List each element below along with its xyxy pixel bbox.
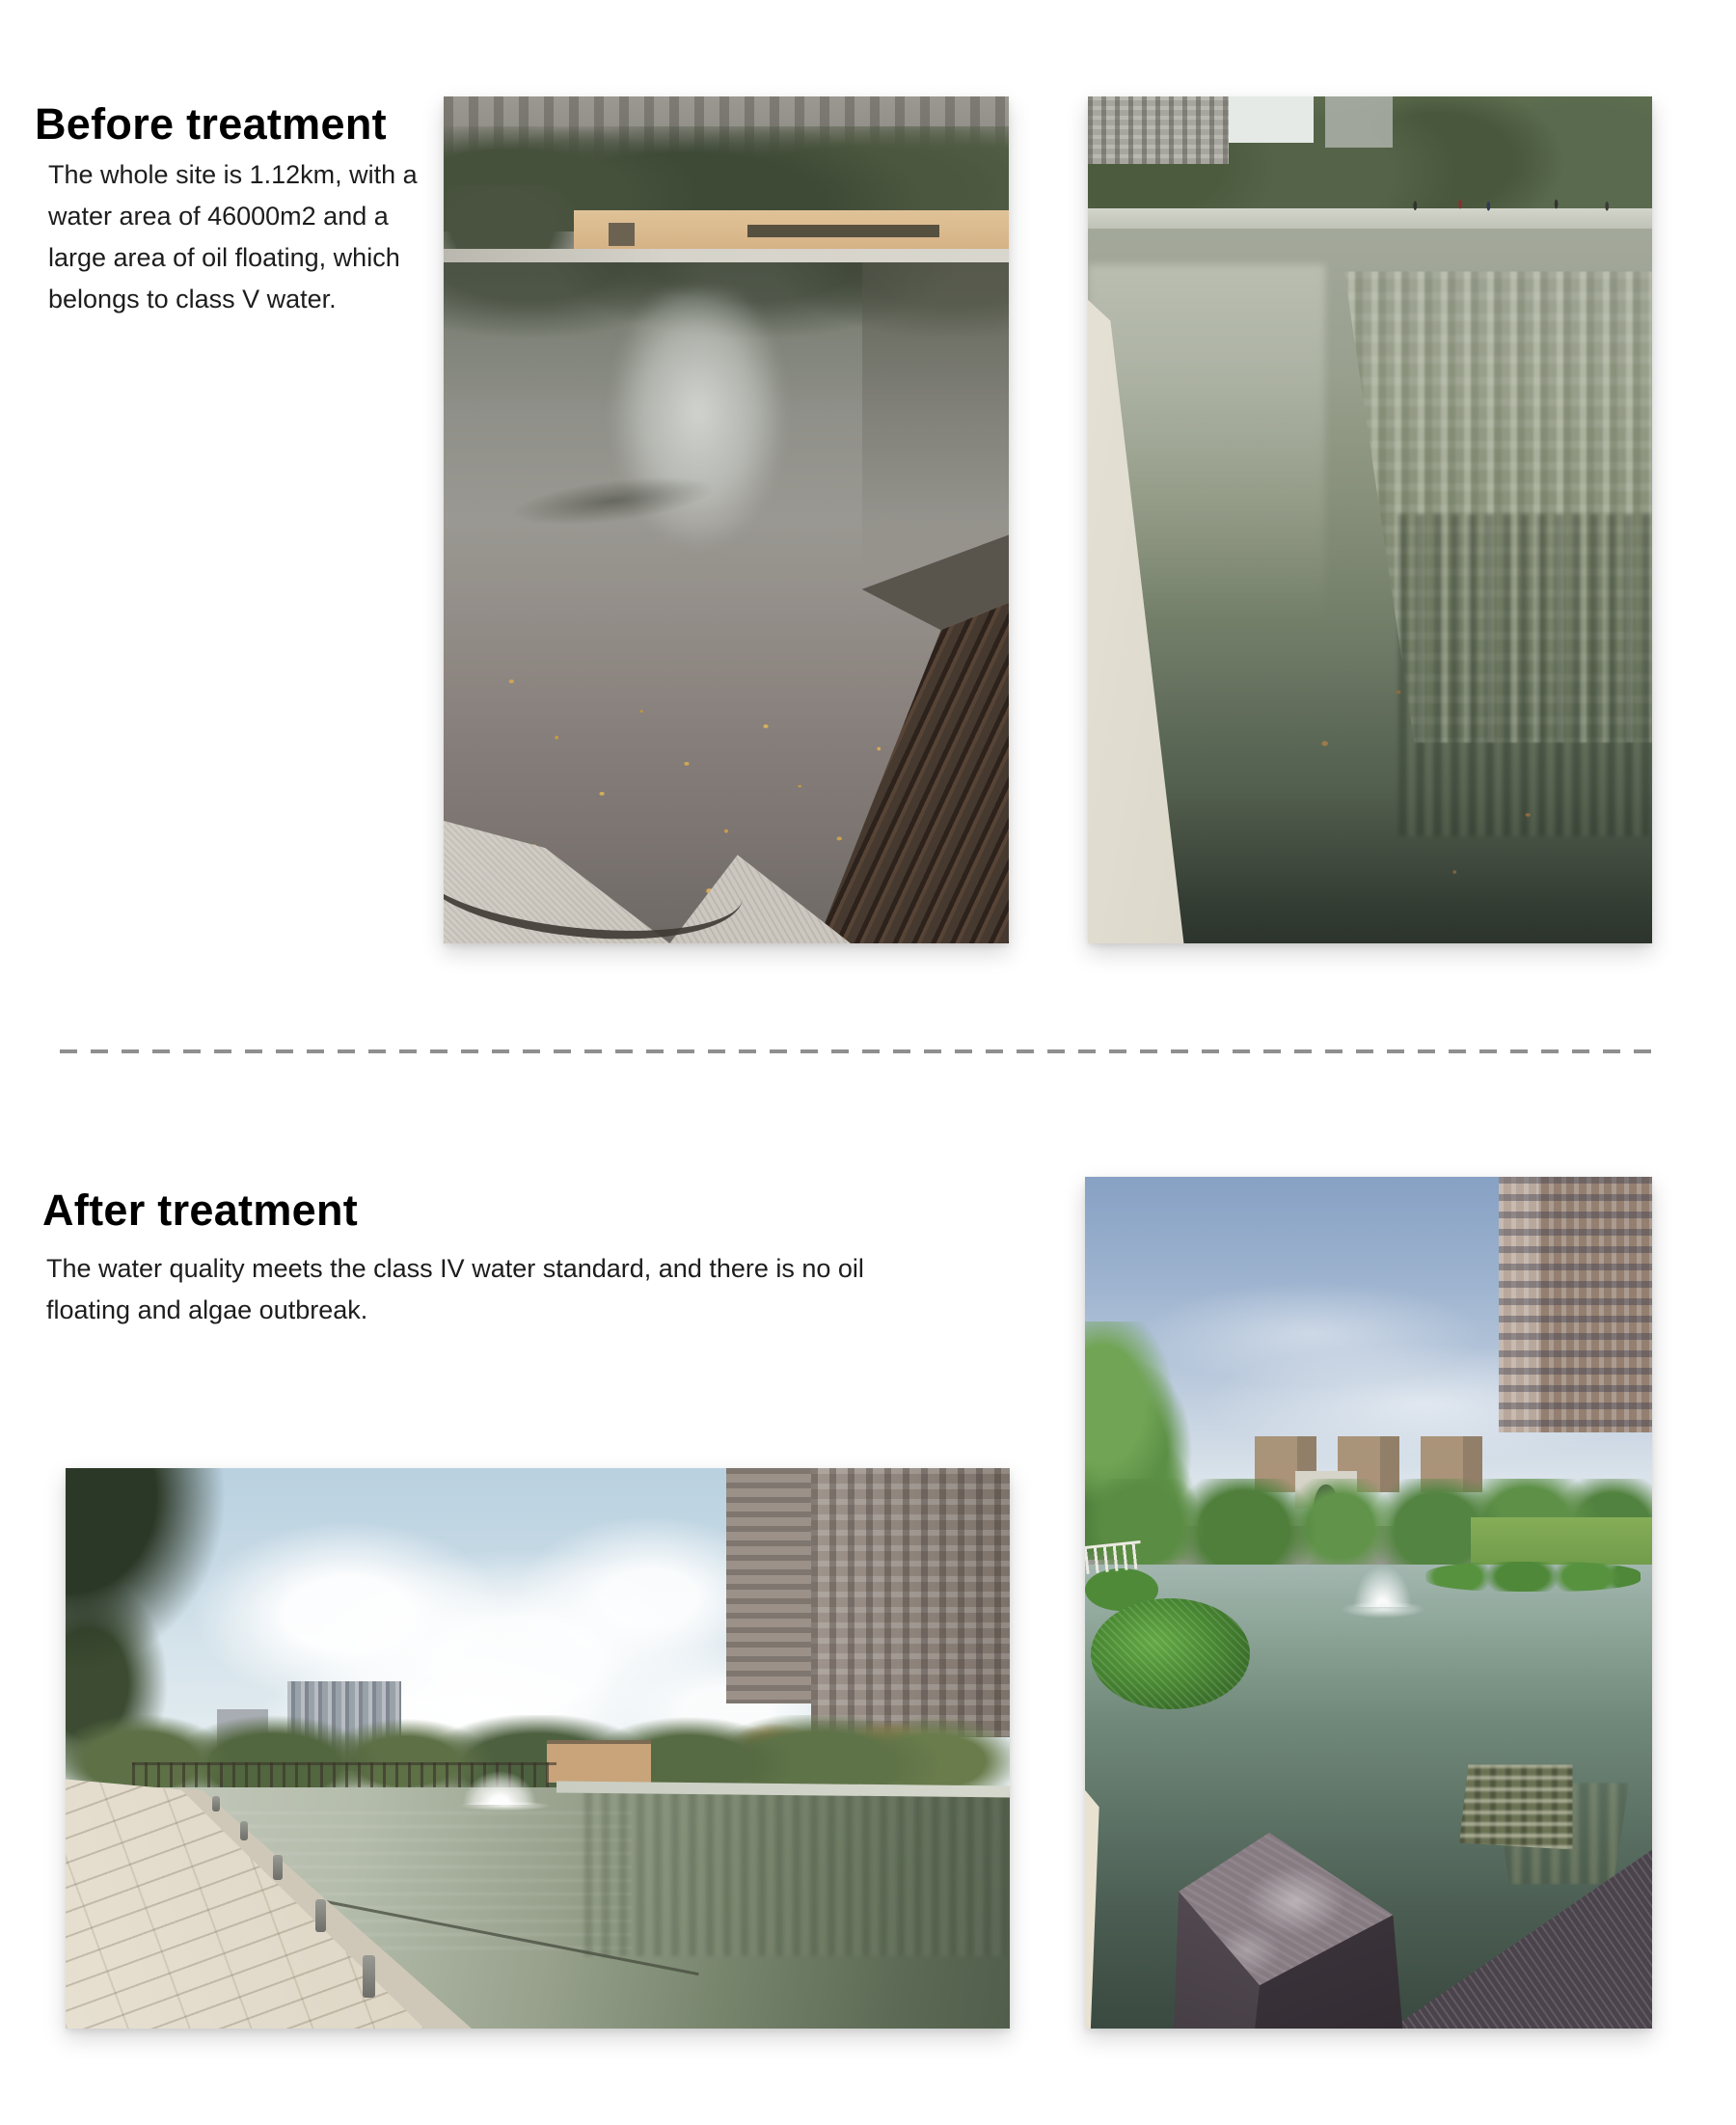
before-photo-pond [444, 96, 1009, 943]
tower-reflection [1459, 1764, 1573, 1849]
wall-window [747, 225, 939, 237]
pedestrians [1088, 177, 1652, 229]
waterside-pavilion [547, 1740, 651, 1784]
stone-bollard [363, 1955, 375, 1998]
bank-trees [444, 185, 590, 258]
distant-building [1325, 96, 1393, 148]
description-line: water area of 46000m2 and a [48, 202, 389, 231]
stone-bollard [212, 1796, 220, 1812]
aquatic-plants [1091, 1598, 1250, 1709]
description-line: The water quality meets the class IV water standard, and there is no oil [46, 1254, 864, 1283]
description-line: The whole site is 1.12km, with a [48, 160, 418, 189]
building [1088, 96, 1229, 164]
description-line: floating and algae outbreak. [46, 1295, 368, 1324]
apartment-buildings [811, 1468, 1010, 1737]
description-line: belongs to class V water. [48, 285, 337, 313]
after-photo-fountain-lake [1085, 1177, 1652, 2029]
fountain-ripple [1329, 1598, 1437, 1621]
dark-reflection [862, 262, 1009, 569]
after-photo-promenade [66, 1468, 1010, 2029]
wall-door [609, 223, 635, 246]
stone-bollard [273, 1855, 283, 1880]
white-railing [1085, 1540, 1143, 1574]
residential-tower [1499, 1177, 1652, 1432]
after-heading: After treatment [42, 1185, 359, 1235]
fountain-foam [444, 1799, 566, 1813]
stone-bollard [315, 1899, 326, 1932]
fountain-spray [452, 1754, 547, 1804]
dashed-divider [60, 1049, 1653, 1053]
polluted-water [444, 262, 1009, 943]
stone-bollard [1164, 1833, 1402, 2029]
building-reflection [584, 1787, 1010, 1956]
aquatic-plants [1425, 1562, 1641, 1592]
after-description [46, 1248, 864, 1331]
before-description [48, 154, 418, 320]
description-line: large area of oil floating, which [48, 243, 400, 272]
before-photo-canal [1088, 96, 1652, 943]
polluted-water [1088, 229, 1652, 943]
stone-bollard [240, 1821, 248, 1840]
walkway [1088, 208, 1652, 229]
before-heading: Before treatment [35, 99, 387, 149]
apartment-building [726, 1468, 811, 1703]
beige-wall [574, 210, 1009, 253]
sky [1229, 96, 1314, 143]
